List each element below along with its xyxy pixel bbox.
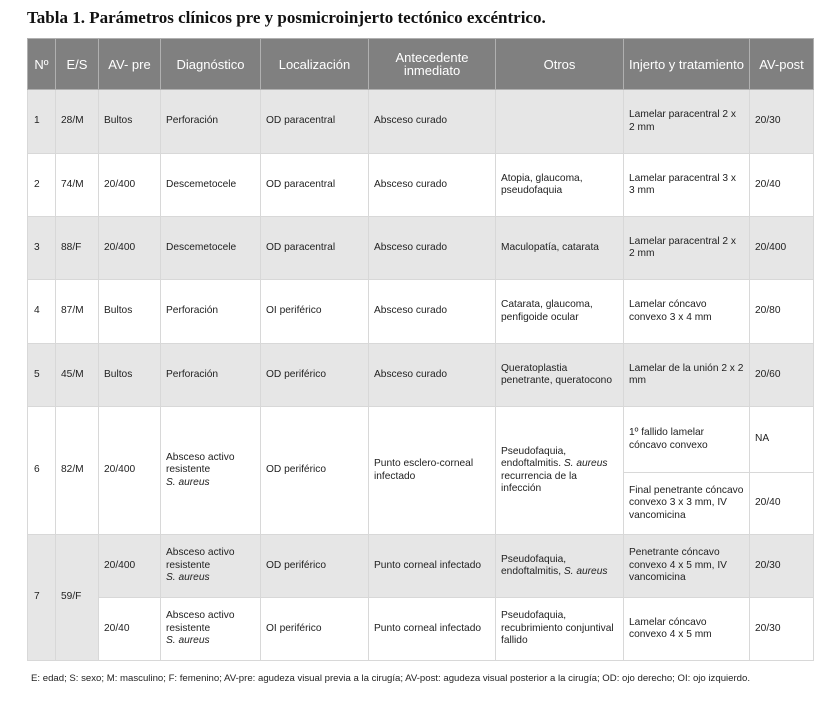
cell-injerto: Lamelar cóncavo convexo 3 x 4 mm: [624, 280, 750, 344]
cell-diagnostico: [161, 598, 261, 661]
cell-avpost: 20/30: [750, 598, 814, 661]
cell-es: 87/M: [56, 280, 99, 344]
table-row: [28, 535, 814, 598]
table-row: [28, 344, 814, 407]
cell-avpost: 20/40: [750, 473, 814, 535]
cell-avpost: NA: [750, 407, 814, 473]
cell-otros: Queratoplastia penetrante, queratocono: [496, 344, 624, 407]
otros-text-cont: recurrencia de la infección: [501, 470, 577, 494]
cell-es: 74/M: [56, 154, 99, 217]
col-header-avpre: AV- pre: [99, 39, 161, 90]
organism-text: S. aureus: [166, 572, 210, 584]
cell-no: 2: [28, 154, 56, 217]
cell-antecedente: Punto corneal infectado: [369, 535, 496, 598]
cell-diagnostico: [161, 407, 261, 535]
cell-injerto: Penetrante cóncavo convexo 4 x 5 mm, IV vancomicina: [624, 535, 750, 598]
cell-antecedente: Absceso curado: [369, 217, 496, 280]
cell-injerto: Lamelar cóncavo convexo 4 x 5 mm: [624, 598, 750, 661]
cell-localizacion: OD periférico: [261, 535, 369, 598]
col-header-avpost: AV-post: [750, 39, 814, 90]
cell-avpre: Bultos: [99, 90, 161, 154]
cell-diagnostico: Perforación: [161, 344, 261, 407]
cell-injerto: Final penetrante cóncavo convexo 3 x 3 mm, IV vancomicina: [624, 473, 750, 535]
table-row: [28, 90, 814, 154]
organism-text: S. aureus: [563, 566, 608, 577]
cell-diagnostico: Descemetocele: [161, 217, 261, 280]
cell-no: 3: [28, 217, 56, 280]
cell-avpre: 20/400: [99, 535, 161, 598]
cell-no: 1: [28, 90, 56, 154]
table-row: [28, 154, 814, 217]
cell-antecedente: Absceso curado: [369, 280, 496, 344]
cell-avpost: 20/80: [750, 280, 814, 344]
cell-no: 7: [28, 535, 56, 661]
organism-text: S. aureus: [166, 476, 210, 488]
diagnostico-text: Absceso activo resistente: [166, 547, 235, 571]
cell-no: 5: [28, 344, 56, 407]
organism-text: S. aureus: [166, 635, 210, 647]
cell-antecedente: Absceso curado: [369, 154, 496, 217]
cell-localizacion: OI periférico: [261, 598, 369, 661]
cell-injerto: Lamelar paracentral 2 x 2 mm: [624, 90, 750, 154]
cell-localizacion: OD paracentral: [261, 217, 369, 280]
cell-diagnostico: Perforación: [161, 90, 261, 154]
cell-avpost: 20/40: [750, 154, 814, 217]
cell-antecedente: Absceso curado: [369, 344, 496, 407]
cell-antecedente: Punto corneal infectado: [369, 598, 496, 661]
cell-otros: Catarata, glaucoma, penfigoide ocular: [496, 280, 624, 344]
cell-es: 88/F: [56, 217, 99, 280]
cell-avpost: 20/60: [750, 344, 814, 407]
cell-avpost: 20/400: [750, 217, 814, 280]
cell-diagnostico: [161, 535, 261, 598]
otros-text: Pseudofaquia, endoftalmitis,: [501, 553, 567, 577]
cell-avpre: 20/40: [99, 598, 161, 661]
otros-text: Pseudofaquia, endoftalmitis.: [501, 445, 567, 470]
diagnostico-text: Absceso activo resistente: [166, 610, 235, 634]
col-header-localizacion: Localización: [261, 39, 369, 90]
col-header-es: E/S: [56, 39, 99, 90]
cell-injerto: Lamelar paracentral 2 x 2 mm: [624, 217, 750, 280]
cell-no: 4: [28, 280, 56, 344]
cell-antecedente: Absceso curado: [369, 90, 496, 154]
cell-otros: Pseudofaquia, recubrimiento conjuntival fallido: [496, 598, 624, 661]
organism-text: S. aureus: [563, 458, 608, 470]
cell-antecedente: Punto esclero-corneal infectado: [369, 407, 496, 535]
col-header-antecedente: Antecedente inmediato: [369, 39, 496, 90]
cell-avpost: 20/30: [750, 535, 814, 598]
cell-otros: Atopia, glaucoma, pseudofaquia: [496, 154, 624, 217]
cell-avpre: 20/400: [99, 154, 161, 217]
cell-injerto: 1º fallido lamelar cóncavo convexo: [624, 407, 750, 473]
diagnostico-text: Absceso activo resistente: [166, 451, 235, 476]
clinical-parameters-table: [27, 38, 814, 661]
cell-avpre: Bultos: [99, 344, 161, 407]
table-row: [28, 598, 814, 661]
col-header-diagnostico: Diagnóstico: [161, 39, 261, 90]
cell-otros: [496, 535, 624, 598]
cell-avpre: Bultos: [99, 280, 161, 344]
cell-avpre: 20/400: [99, 407, 161, 535]
cell-diagnostico: Descemetocele: [161, 154, 261, 217]
cell-injerto: Lamelar paracentral 3 x 3 mm: [624, 154, 750, 217]
cell-es: 59/F: [56, 535, 99, 661]
cell-avpre: 20/400: [99, 217, 161, 280]
col-header-injerto: Injerto y tratamiento: [624, 39, 750, 90]
cell-es: 82/M: [56, 407, 99, 535]
table-footnote: E: edad; S: sexo; M: masculino; F: femenino; AV-pre: agudeza visual previa a la cirugía; AV-post: agudeza visual posterior a la cirugía; OD: ojo derecho; OI: ojo izquierdo.: [31, 673, 751, 684]
cell-otros: [496, 407, 624, 535]
table-row: [28, 217, 814, 280]
cell-otros: [496, 90, 624, 154]
cell-es: 45/M: [56, 344, 99, 407]
cell-localizacion: OI periférico: [261, 280, 369, 344]
cell-avpost: 20/30: [750, 90, 814, 154]
cell-localizacion: OD periférico: [261, 407, 369, 535]
cell-otros: Maculopatía, catarata: [496, 217, 624, 280]
table-title: Tabla 1. Parámetros clínicos pre y posmicroinjerto tectónico excéntrico.: [27, 8, 546, 27]
cell-injerto: Lamelar de la unión 2 x 2 mm: [624, 344, 750, 407]
cell-es: 28/M: [56, 90, 99, 154]
cell-no: 6: [28, 407, 56, 535]
col-header-no: Nº: [28, 39, 56, 90]
table-row: [28, 407, 814, 473]
table-row: [28, 280, 814, 344]
col-header-otros: Otros: [496, 39, 624, 90]
cell-diagnostico: Perforación: [161, 280, 261, 344]
cell-localizacion: OD paracentral: [261, 90, 369, 154]
cell-localizacion: OD periférico: [261, 344, 369, 407]
header-row: [28, 39, 814, 90]
cell-localizacion: OD paracentral: [261, 154, 369, 217]
